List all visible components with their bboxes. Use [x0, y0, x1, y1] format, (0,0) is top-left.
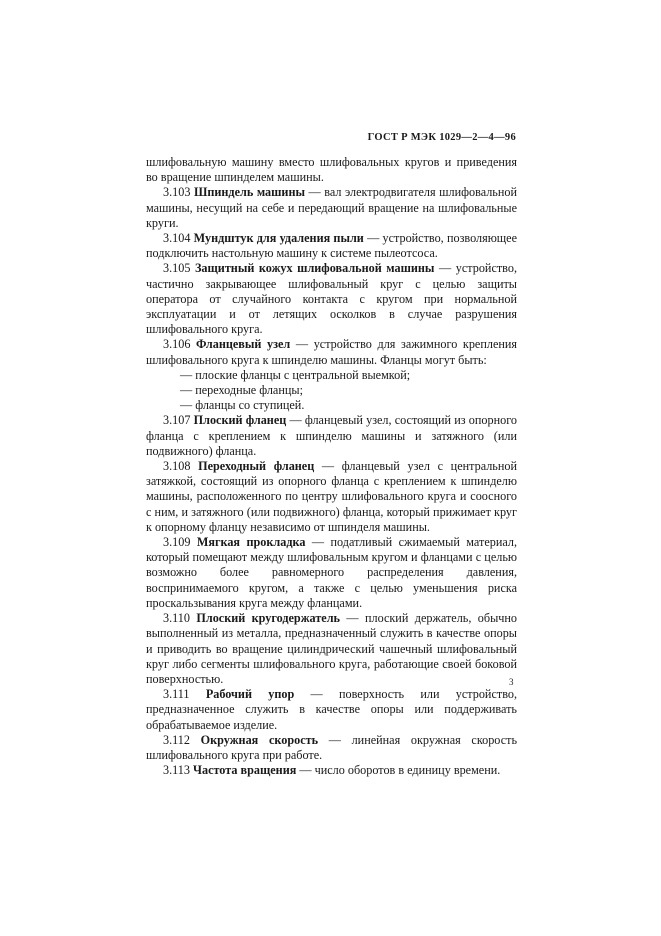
definition-term: Окружная скорость: [200, 732, 319, 747]
definition-number: 3.106: [163, 337, 191, 352]
definition-3-105: [146, 261, 517, 337]
flange-type-item: — плоские фланцы с центральной выемкой;: [180, 367, 411, 382]
definition-3-112: [146, 733, 517, 763]
definition-number: 3.108: [163, 459, 191, 474]
definition-term: Переходный фланец: [198, 459, 315, 474]
definition-number: 3.112: [163, 732, 190, 747]
definition-term: Плоский фланец: [193, 413, 287, 428]
definition-term: Фланцевый узел: [196, 337, 291, 352]
definition-number: 3.107: [163, 413, 191, 428]
definition-term: Плоский кругодержатель: [196, 611, 341, 626]
definition-number: 3.110: [163, 611, 190, 626]
definition-term: Рабочий упор: [205, 687, 295, 702]
definition-3-109: [146, 535, 517, 611]
definition-3-111: [146, 687, 517, 733]
definition-number: 3.104: [163, 231, 191, 246]
definition-text: — фланцевый узел, состоящий из опорного фланца с креплением к шпинделю машины и затяжного (или подвижного) фланца.: [146, 413, 518, 458]
definition-text: — поверхность или устройство, предназначенное служить в качестве опоры или поддерживать обрабатываемое изделие.: [146, 687, 518, 732]
definition-term: Мундштук для удаления пыли: [193, 231, 364, 246]
definition-text: — устройство, позволяющее подключить настольную машину к системе пылеотсоса.: [146, 231, 518, 261]
definition-text: — число оборотов в единицу времени.: [296, 763, 501, 778]
document-header: ГОСТ Р МЭК 1029—2—4—96: [367, 132, 516, 143]
page-number: 3: [509, 677, 514, 687]
definition-text: — фланцевый узел с центральной затяжкой, состоящий из опорного фланца с креплением к шпинделю машины, расположенного по центру шлифовального круга и соосного с ним, и затяжного (или подвижного) фланца, который прижимает круг к опорному фланцу независимо от шпинделя машины.: [146, 459, 517, 534]
definition-number: 3.103: [163, 185, 191, 200]
flange-type-item: — фланцы со ступицей.: [180, 398, 305, 413]
definition-term: Частота вращения: [193, 763, 297, 778]
definition-number: 3.111: [163, 687, 190, 702]
definition-term: Мягкая прокладка: [196, 535, 306, 550]
definition-text: — податливый сжимаемый материал, который помещают между шлифовальным кругом и фланцами с целью возможно более равномерного распределения давления, воспринимаемого кругом, а также с целью уменьшения риска проскальзывания круга между фланцами.: [146, 535, 518, 610]
definition-3-103: [146, 185, 517, 231]
definition-text: — вал электродвигателя шлифовальной машины, несущий на себе и передающий вращение на шлифовальные круги.: [146, 185, 517, 230]
definition-3-113: [146, 763, 517, 778]
intro-paragraph: шлифовальную машину вместо шлифовальных кругов и приведения во вращение шпинделем машины.: [146, 155, 517, 185]
definition-3-110: [146, 611, 517, 687]
flange-type-item: — переходные фланцы;: [180, 383, 303, 398]
definition-3-104: [146, 231, 517, 261]
definition-3-106: [146, 337, 517, 367]
definition-text: — устройство, частично закрывающее шлифовальный круг с целью защиты оператора от случайного контакта с кругом при нормальной эксплуатации и от летящих осколков в случае разрушения шлифовального круга.: [146, 261, 517, 337]
definition-number: 3.105: [163, 261, 191, 276]
definition-number: 3.113: [163, 763, 190, 778]
definition-term: Шпиндель машины: [193, 185, 305, 200]
definition-term: Защитный кожух шлифовальной машины: [194, 261, 435, 276]
definition-3-108: [146, 459, 517, 535]
definition-text: — линейная окружная скорость шлифовального круга при работе.: [146, 732, 517, 762]
document-body: [146, 155, 517, 778]
definition-text: — плоский держатель, обычно выполненный из металла, предназначенный служить в качестве опоры и приводить во вращение цилиндрический чашечный шлифовальный круг либо сегменты шлифовального круга, работающие своей боковой поверхностью.: [146, 611, 518, 686]
definition-text: — устройство для зажимного крепления шлифовального круга к шпинделю машины. Фланцы могут быть:: [146, 337, 518, 367]
definition-3-107: [146, 413, 517, 459]
definition-number: 3.109: [163, 535, 191, 550]
